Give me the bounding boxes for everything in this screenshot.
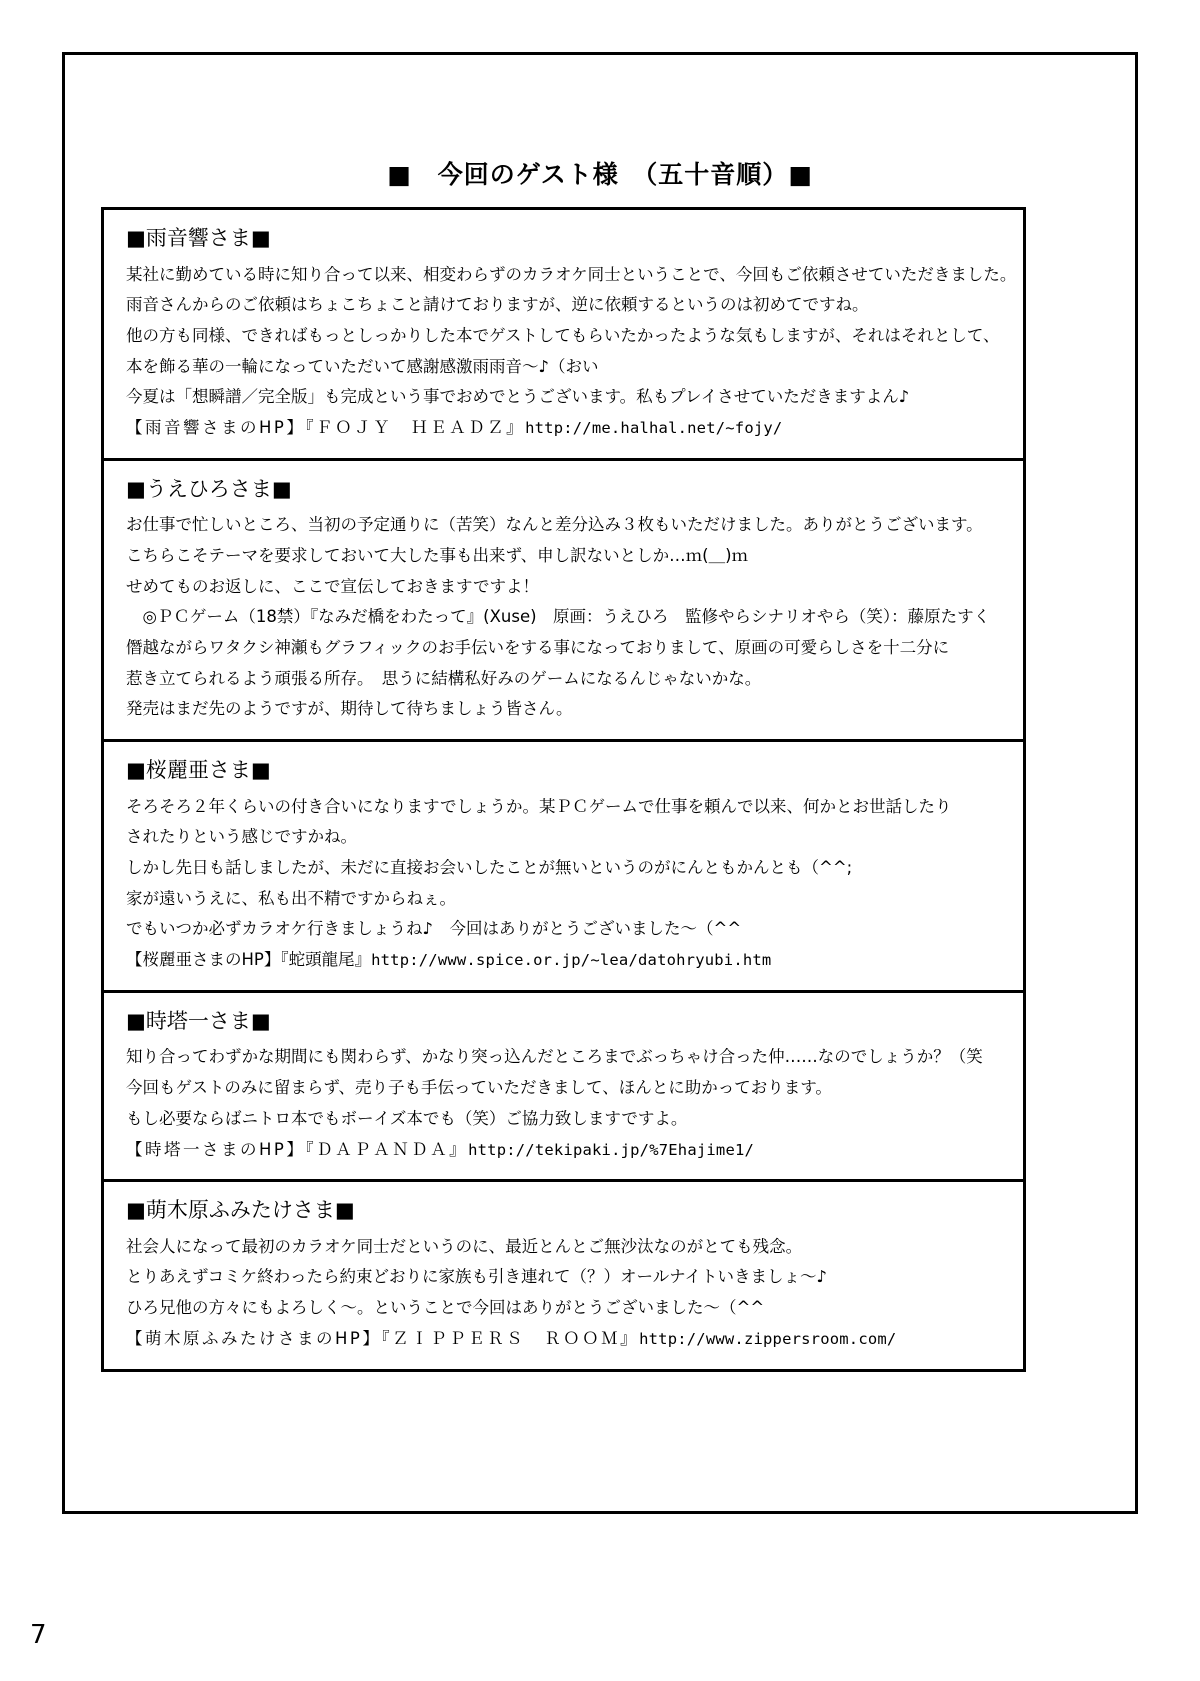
guest-homepage-label: 【萌木原ふみたけさまのHP】『ＺＩＰＰＥＲＳ ＲＯＯＭ』: [126, 1328, 640, 1348]
guest-text-line: 惹き立てられるよう頑張る所存。 思うに結構私好みのゲームになるんじゃないかな。: [126, 668, 762, 688]
guest-homepage-line: [126, 945, 1001, 976]
guest-text-line: されたりという感じですかね。: [126, 827, 357, 847]
guest-entry: [104, 210, 1023, 461]
guest-text-line: でもいつか必ずカラオケ行きましょうね♪ 今回はありがとうございました～（^^: [126, 919, 742, 939]
guest-body: [126, 1042, 1001, 1165]
guest-text-line: 家が遠いうえに、私も出不精ですからねぇ。: [126, 888, 456, 908]
guest-text-line: 発売はまだ先のようですが、期待して待ちましょう皆さん。: [126, 699, 573, 719]
guest-homepage-url[interactable]: http://tekipaki.jp/%7Ehajime1/: [468, 1140, 755, 1159]
guest-homepage-label: 【雨音響さまのHP】『ＦＯＪＹ ＨＥＡＤＺ』: [126, 418, 526, 438]
guest-homepage-label: 【時塔一さまのHP】『ＤＡＰＡＮＤＡ』: [126, 1139, 469, 1159]
guest-homepage-line: [126, 413, 1001, 444]
guest-text-line: 知り合ってわずかな期間にも関わらず、かなり突っ込んだところまでぶっちゃけ合った仲‥‥‥なのでしょうか？（笑: [126, 1047, 983, 1067]
guest-body: [126, 1232, 1001, 1355]
guest-entry: [104, 1182, 1023, 1368]
guest-text-line: もし必要ならばニトロ本でもボーイズ本でも（笑）ご協力致しますですよ。: [126, 1108, 688, 1128]
guest-text-line: 今夏は「想瞬譜／完全版」も完成という事でおめでとうございます。私もプレイさせていただきますよん♪: [126, 387, 910, 407]
guest-name: ■時塔一さま■: [126, 1008, 271, 1033]
guest-text-line: 本を飾る華の一輪になっていただいて感謝感激雨雨音～♪（おい: [126, 356, 599, 376]
guest-homepage-url[interactable]: http://me.halhal.net/~fojy/: [525, 419, 783, 438]
guest-text-line: こちらこそテーマを要求しておいて大した事も出来ず、申し訳ないとしか…ｍ(＿)ｍ: [126, 546, 749, 565]
guest-body: [126, 792, 1001, 976]
guest-entry: [104, 993, 1023, 1182]
guest-homepage-line: [126, 1324, 1001, 1355]
guest-homepage-label: 【桜麗亜さまのHP】『蛇頭龍尾』: [126, 950, 372, 970]
guest-list-table: [101, 207, 1026, 1372]
guest-entry: [104, 742, 1023, 993]
guest-text-line: そろそろ２年くらいの付き合いになりますでしょうか。某ＰＣゲームで仕事を頼んで以来、何かとお世話したり: [126, 796, 952, 816]
guest-entry: [104, 461, 1023, 742]
guest-text-line: 某社に勤めている時に知り合って以来、相変わらずのカラオケ同士ということで、今回もご依頼させていただきました。: [126, 264, 1017, 284]
guest-homepage-line: [126, 1135, 1001, 1166]
guest-text-line: とりあえずコミケ終わったら約束どおりに家族も引き連れて（？）オールナイトいきましょ～♪: [126, 1267, 828, 1287]
guest-text-line: お仕事で忙しいところ、当初の予定通りに（苦笑）なんと差分込み３枚もいただけました。ありがとうございます。: [126, 515, 983, 535]
guest-homepage-url[interactable]: http://www.zippersroom.com/: [639, 1329, 897, 1348]
guest-text-line: せめてものお返しに、ここで宣伝しておきますですよ！: [126, 576, 539, 596]
guest-body: [126, 260, 1017, 444]
guest-text-line: 社会人になって最初のカラオケ同士だというのに、最近とんとご無沙汰なのがとても残念。: [126, 1236, 803, 1256]
page-number: 7: [30, 1620, 47, 1650]
guest-name: ■うえひろさま■: [126, 476, 292, 501]
guest-text-line: ◎ＰＣゲーム（18禁）『なみだ橋をわたって』(Xuse) 原画：うえひろ 監修やらシナリオやら（笑）：藤原たすく: [126, 607, 991, 627]
guest-homepage-url[interactable]: http://www.spice.or.jp/~lea/datohryubi.htm: [371, 951, 772, 970]
guest-text-line: ひろ兄他の方々にもよろしく～。ということで今回はありがとうございました～（^^: [126, 1298, 765, 1318]
page-title: ■ 今回のゲスト様 （五十音順）■: [387, 160, 813, 189]
guest-text-line: しかし先日も話しましたが、未だに直接お会いしたことが無いというのがにんともかんとも（^^;: [126, 858, 853, 878]
guest-text-line: 僭越ながらワタクシ神瀬もグラフィックのお手伝いをする事になっておりまして、原画の可愛らしさを十二分に: [126, 638, 950, 658]
guest-text-line: 今回もゲストのみに留まらず、売り子も手伝っていただきまして、ほんとに助かっております。: [126, 1078, 832, 1098]
guest-name: ■桜麗亜さま■: [126, 758, 271, 783]
page-border-frame: [62, 52, 1138, 1514]
guest-name: ■雨音響さま■: [126, 226, 271, 250]
guest-body: [126, 510, 1001, 725]
guest-text-line: 雨音さんからのご依頼はちょこちょこと請けておりますが、逆に依頼するというのは初めてですね。: [126, 295, 869, 315]
guest-text-line: 他の方も同様、できればもっとしっかりした本でゲストしてもらいたかったような気もしますが、それはそれとして、: [126, 325, 1000, 345]
guest-name: ■萌木原ふみたけさま■: [126, 1198, 355, 1223]
